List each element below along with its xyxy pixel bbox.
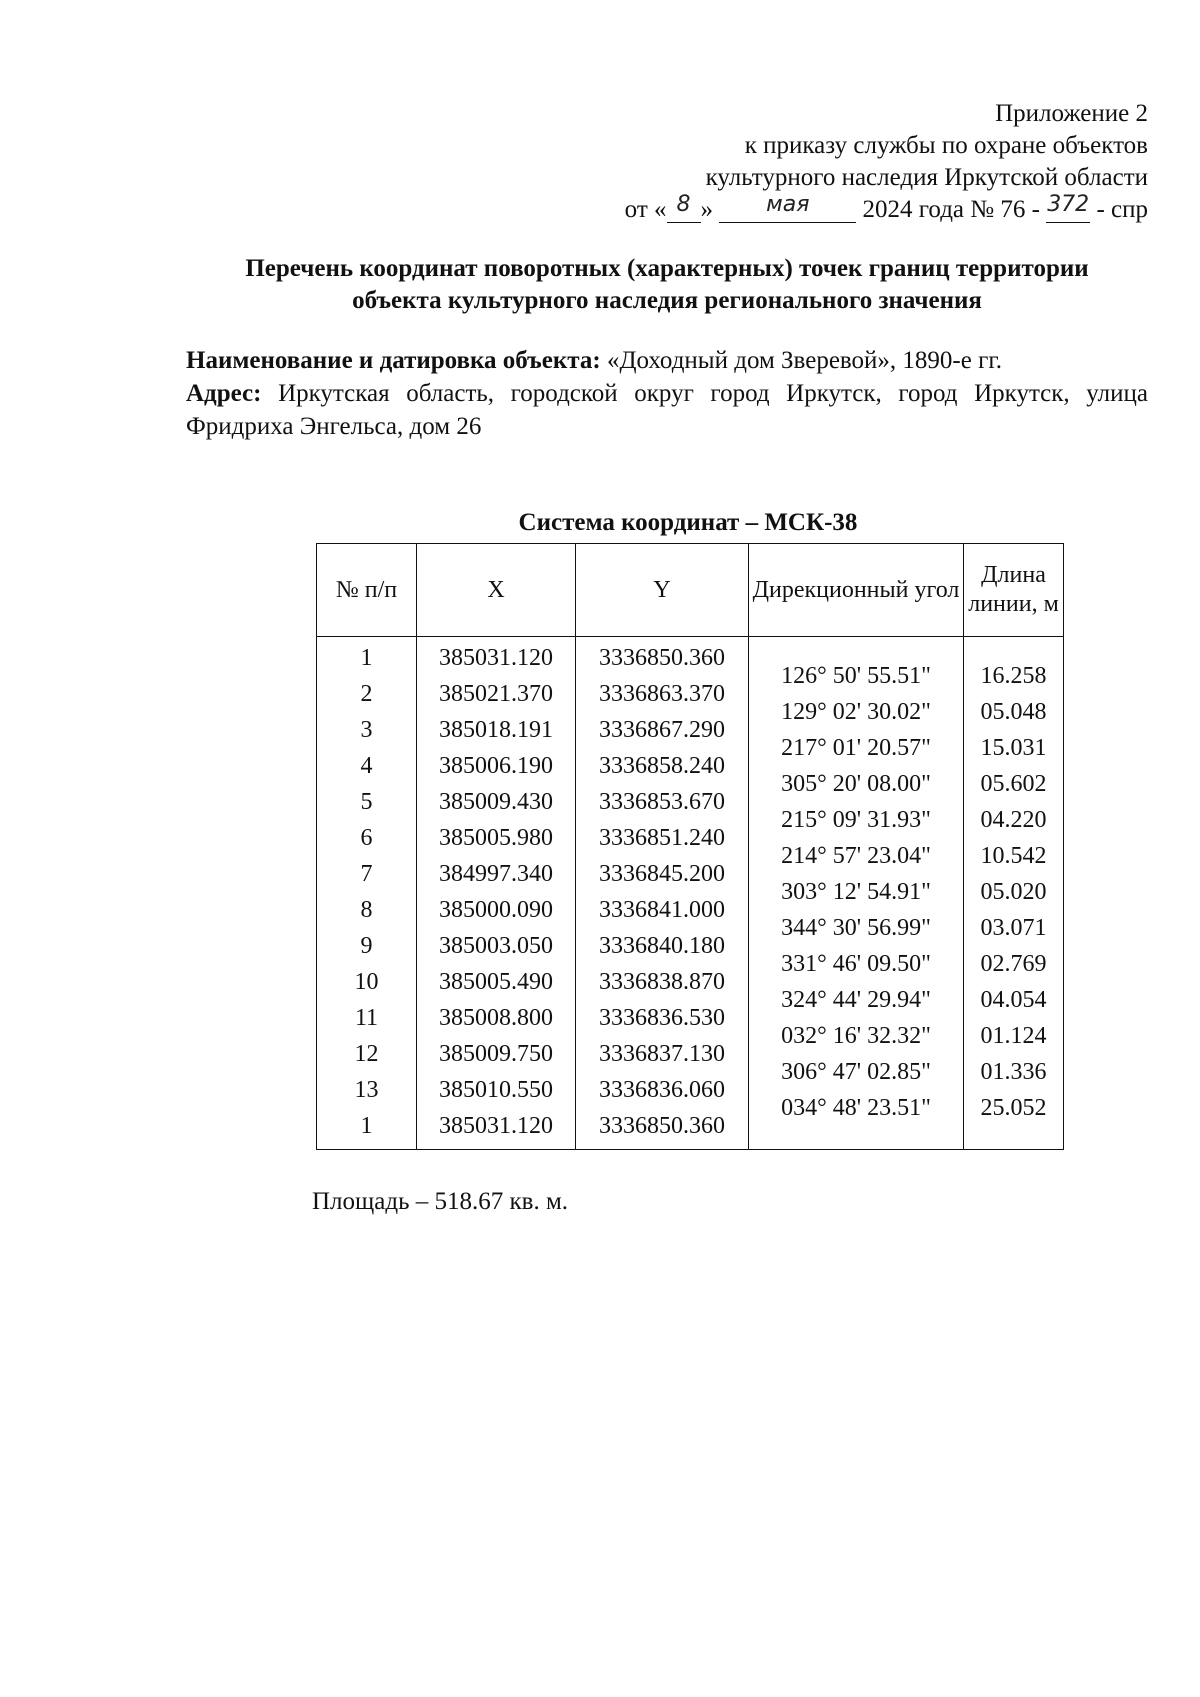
y-coordinate-cell: 3336840.180 — [599, 933, 725, 959]
x-coordinate-cell: 385005.980 — [439, 825, 553, 851]
handwritten-order-number: 372 — [1046, 194, 1090, 223]
coordinates-table — [316, 543, 1064, 1150]
direction-angle-cell: 217° 01' 20.57" — [781, 735, 931, 761]
x-coordinate-cell: 385006.190 — [439, 753, 553, 779]
point-number-cell: 5 — [360, 789, 373, 815]
y-coordinate-cell: 3336845.200 — [599, 861, 725, 887]
order-reference: к приказу службы по охране объектов — [744, 132, 1148, 159]
length-column — [964, 637, 1064, 1150]
y-coordinate-cell: 3336863.370 — [599, 681, 725, 707]
y-coordinate-cell: 3336850.360 — [599, 1113, 725, 1139]
line-length-cell: 01.124 — [980, 1023, 1047, 1049]
table-caption: Система координат – МСК-38 — [518, 509, 858, 536]
object-name-value: «Доходный дом Зверевой», 1890-е гг. — [606, 347, 1003, 374]
point-number-cell: 4 — [360, 753, 373, 779]
title-line-2: объекта культурного наследия регионального значения — [352, 287, 982, 314]
x-coordinate-cell: 385031.120 — [439, 1113, 553, 1139]
y-coordinate-cell: 3336858.240 — [599, 753, 725, 779]
y-column — [576, 637, 749, 1150]
x-coordinate-cell: 385018.191 — [439, 717, 553, 743]
y-coordinate-cell: 3336867.290 — [599, 717, 725, 743]
object-name — [186, 344, 1148, 377]
date-prefix: от « — [624, 196, 667, 223]
header-angle: Дирекционный угол — [749, 544, 964, 637]
line-length-cell: 10.542 — [980, 843, 1047, 869]
direction-angle-cell: 305° 20' 08.00" — [781, 771, 931, 797]
point-number-cell: 1 — [360, 1113, 373, 1139]
point-number-cell: 1 — [360, 645, 373, 671]
object-name-label: Наименование и датировка объекта: — [186, 347, 601, 374]
direction-angle-cell: 215° 09' 31.93" — [781, 807, 931, 833]
handwritten-month: мая — [719, 194, 856, 223]
area-value: Площадь – 518.67 кв. м. — [312, 1188, 569, 1215]
direction-angle-cell: 126° 50' 55.51" — [781, 663, 931, 689]
line-length-cell: 05.020 — [980, 879, 1047, 905]
point-number-cell: 12 — [354, 1041, 379, 1067]
date-suffix: - спр — [1096, 196, 1148, 223]
line-length-cell: 04.220 — [980, 807, 1047, 833]
points-column — [317, 637, 417, 1150]
point-number-cell: 13 — [354, 1077, 379, 1103]
x-coordinate-cell: 384997.340 — [439, 861, 553, 887]
date-quote-close: » — [700, 196, 714, 223]
line-length-cell: 02.769 — [980, 951, 1047, 977]
x-coordinate-cell: 385009.750 — [439, 1041, 553, 1067]
y-coordinate-cell: 3336851.240 — [599, 825, 725, 851]
direction-angle-cell: 344° 30' 56.99" — [781, 915, 931, 941]
header-x: X — [417, 544, 576, 637]
header-num: № п/п — [317, 544, 417, 637]
object-address-label: Адрес: — [186, 380, 262, 407]
direction-angle-cell: 214° 57' 23.04" — [781, 843, 931, 869]
point-number-cell: 3 — [360, 717, 373, 743]
x-coordinate-cell: 385031.120 — [439, 645, 553, 671]
x-coordinate-cell: 385003.050 — [439, 933, 553, 959]
line-length-cell: 25.052 — [980, 1095, 1047, 1121]
x-coordinate-cell: 385008.800 — [439, 1005, 553, 1031]
line-length-cell: 05.048 — [980, 699, 1047, 725]
line-length-cell: 04.054 — [980, 987, 1047, 1013]
x-coordinate-cell: 385000.090 — [439, 897, 553, 923]
header-y: Y — [576, 544, 749, 637]
x-column — [417, 637, 576, 1150]
object-address — [186, 377, 1148, 443]
x-coordinate-cell: 385005.490 — [439, 969, 553, 995]
appendix-header — [625, 98, 1148, 226]
table-body-row — [317, 637, 1064, 1150]
order-date-line — [625, 194, 1148, 226]
order-authority: культурного наследия Иркутской области — [705, 164, 1148, 191]
angle-column — [749, 637, 964, 1150]
point-number-cell: 9 — [360, 933, 373, 959]
line-length-cell: 03.071 — [980, 915, 1047, 941]
object-address-value: Иркутская область, городской округ город Иркутск, город Иркутск, улица Фридриха Энгельса, дом 26 — [186, 380, 1149, 440]
line-length-cell: 01.336 — [980, 1059, 1047, 1085]
date-year-text: 2024 года № 76 - — [862, 196, 1040, 223]
direction-angle-cell: 331° 46' 09.50" — [781, 951, 931, 977]
title-line-1: Перечень координат поворотных (характерных) точек границ территории — [245, 255, 1089, 282]
point-number-cell: 8 — [360, 897, 373, 923]
line-length-cell: 05.602 — [980, 771, 1047, 797]
y-coordinate-cell: 3336837.130 — [599, 1041, 725, 1067]
table-header-row — [317, 544, 1064, 637]
y-coordinate-cell: 3336853.670 — [599, 789, 725, 815]
x-coordinate-cell: 385021.370 — [439, 681, 553, 707]
point-number-cell: 6 — [360, 825, 373, 851]
line-length-cell: 15.031 — [980, 735, 1047, 761]
point-number-cell: 2 — [360, 681, 373, 707]
direction-angle-cell: 306° 47' 02.85" — [781, 1059, 931, 1085]
x-coordinate-cell: 385009.430 — [439, 789, 553, 815]
direction-angle-cell: 129° 02' 30.02" — [781, 699, 931, 725]
x-coordinate-cell: 385010.550 — [439, 1077, 553, 1103]
point-number-cell: 11 — [354, 1005, 379, 1031]
object-info — [186, 344, 1148, 443]
y-coordinate-cell: 3336836.530 — [599, 1005, 725, 1031]
appendix-number: Приложение 2 — [995, 100, 1148, 127]
y-coordinate-cell: 3336841.000 — [599, 897, 725, 923]
point-number-cell: 7 — [360, 861, 373, 887]
direction-angle-cell: 032° 16' 32.32" — [781, 1023, 931, 1049]
handwritten-day: 8 — [667, 194, 701, 223]
header-length: Длина линии, м — [964, 544, 1064, 637]
line-length-cell: 16.258 — [980, 663, 1047, 689]
direction-angle-cell: 303° 12' 54.91" — [781, 879, 931, 905]
direction-angle-cell: 034° 48' 23.51" — [781, 1095, 931, 1121]
direction-angle-cell: 324° 44' 29.94" — [781, 987, 931, 1013]
y-coordinate-cell: 3336850.360 — [599, 645, 725, 671]
document-title — [186, 253, 1148, 317]
y-coordinate-cell: 3336838.870 — [599, 969, 725, 995]
y-coordinate-cell: 3336836.060 — [599, 1077, 725, 1103]
point-number-cell: 10 — [354, 969, 379, 995]
